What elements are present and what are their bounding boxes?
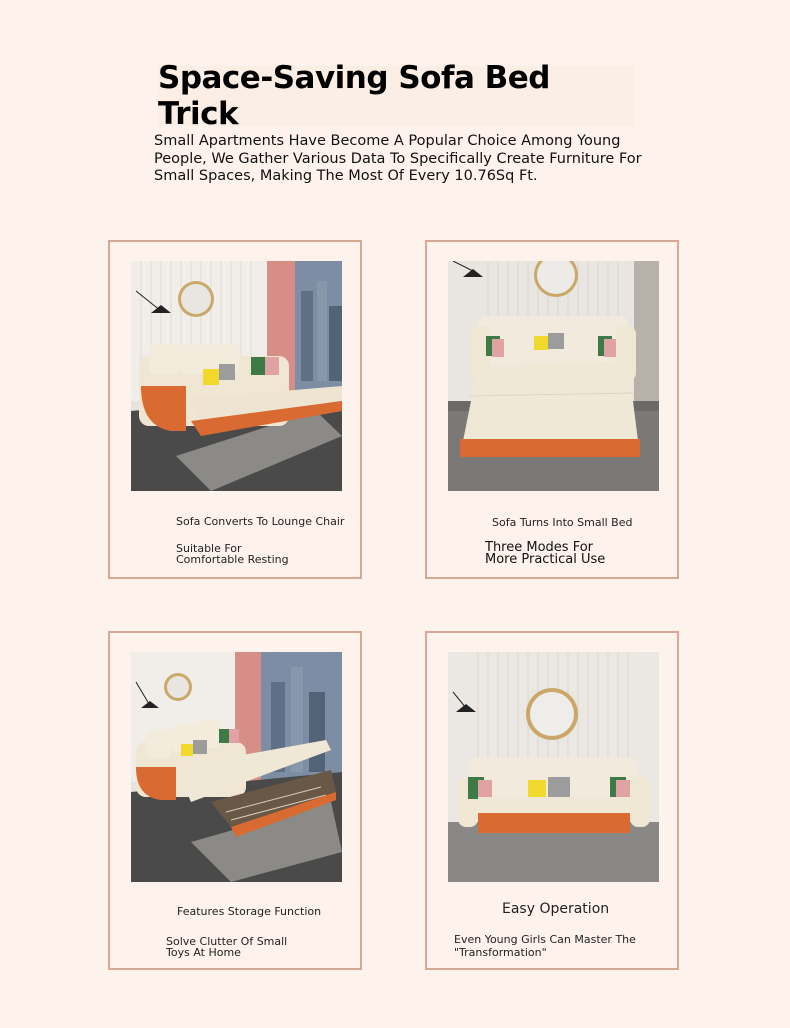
card-heading: Sofa Converts To Lounge Chair xyxy=(176,515,345,528)
sofa-front-view-photo xyxy=(448,652,659,882)
card-subtext xyxy=(166,936,287,958)
sofa-lounge-chair-photo xyxy=(131,261,342,491)
feature-card-easy xyxy=(425,631,679,970)
sofa-storage-photo xyxy=(131,652,342,882)
card-subtext-line: Comfortable Resting xyxy=(176,553,289,566)
card-subtext-line: Even Young Girls Can Master The xyxy=(454,933,636,946)
card-subtext xyxy=(176,543,289,565)
card-subtext-line: More Practical Use xyxy=(485,552,606,567)
card-subtext-line: Solve Clutter Of Small xyxy=(166,935,288,948)
intro-line: People, We Gather Various Data To Specifically Create Furniture For xyxy=(154,150,642,167)
card-heading: Easy Operation xyxy=(502,901,610,917)
feature-card-bed xyxy=(425,240,679,579)
card-heading: Features Storage Function xyxy=(177,905,322,918)
intro-line: Small Apartments Have Become A Popular Choice Among Young xyxy=(154,133,621,149)
feature-card-lounge xyxy=(108,240,362,579)
intro-line: Small Spaces, Making The Most Of Every 10.76Sq Ft. xyxy=(154,168,538,184)
feature-card-storage xyxy=(108,631,362,970)
card-subtext xyxy=(485,542,605,566)
intro-text xyxy=(154,133,654,186)
card-heading: Sofa Turns Into Small Bed xyxy=(492,516,633,529)
page-title: Space-Saving Sofa Bed Trick xyxy=(158,66,634,126)
sofa-small-bed-photo xyxy=(448,261,659,491)
card-subtext-line: Three Modes For xyxy=(485,540,594,555)
card-subtext-line: "Transformation" xyxy=(454,946,547,959)
card-subtext-line: Suitable For xyxy=(176,542,242,555)
card-subtext xyxy=(454,933,636,959)
card-subtext-line: Toys At Home xyxy=(166,946,241,959)
